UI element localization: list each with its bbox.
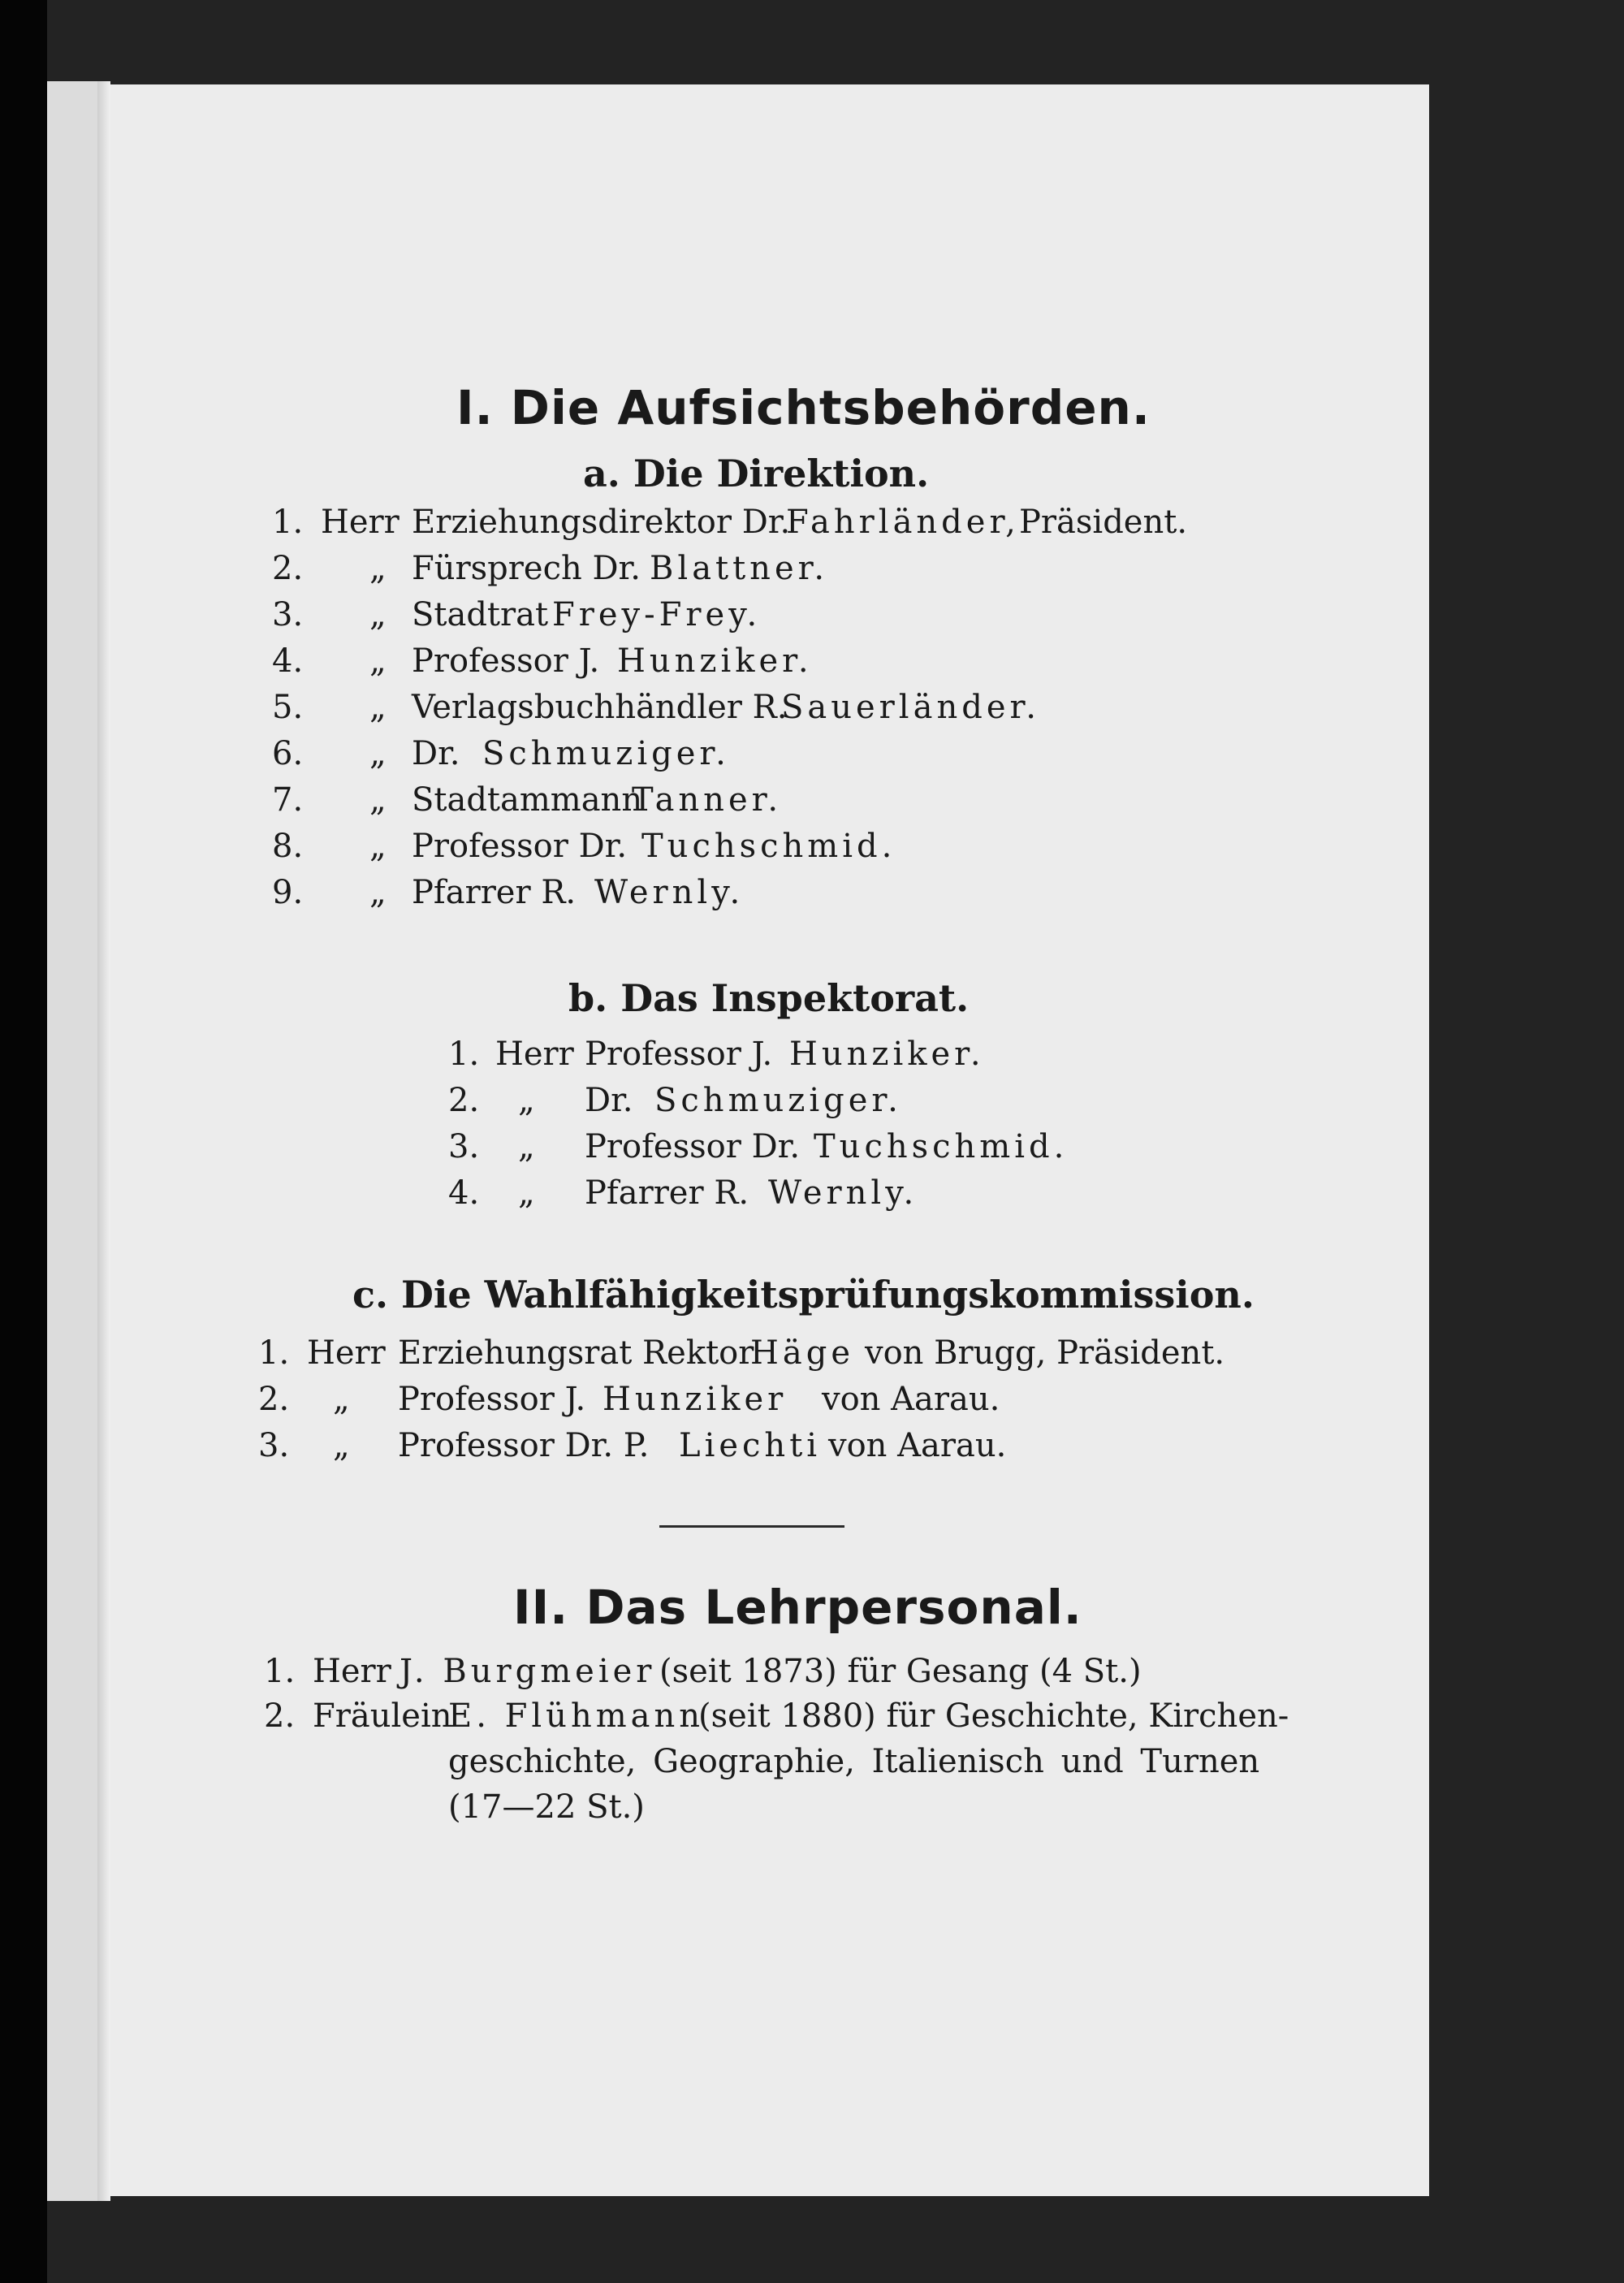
direktion-item-name: Hunziker. — [617, 642, 813, 680]
inspektorat-item-title: „ — [518, 1174, 535, 1212]
kommission-item-extra: von Aarau. — [822, 1381, 1000, 1418]
kommission-item-num: 3. — [258, 1427, 290, 1464]
inspektorat-item-name: Wernly. — [768, 1174, 918, 1212]
direktion-item-name: Wernly. — [594, 874, 745, 911]
direktion-item-name: Blattner. — [650, 550, 829, 587]
inspektorat-item-name: Schmuziger. — [654, 1082, 902, 1119]
inspektorat-item-role: Professor Dr. — [585, 1128, 801, 1165]
direktion-item-name: Frey-Frey. — [552, 596, 762, 633]
lehrpersonal-item-text: (seit 1873) für Gesang (4 St.) — [659, 1653, 1142, 1690]
inspektorat-item-num: 1. — [448, 1036, 480, 1073]
direktion-item-name: Fahrländer, — [786, 504, 1020, 541]
direktion-item-role: Erziehungsdirektor Dr. — [412, 504, 791, 541]
kommission-heading: c. Die Wahlfähigkeitsprüfungskommission. — [352, 1273, 1255, 1317]
lehrpersonal-item-num: 1. — [264, 1653, 296, 1690]
direktion-item-title: „ — [369, 781, 387, 819]
direktion-item-name: Tanner. — [632, 781, 783, 819]
direktion-item-num: 3. — [272, 596, 304, 633]
lehrpersonal-item-continuation: geschichte, Geographie, Italienisch und Turnen — [448, 1743, 1260, 1780]
lehrpersonal-item-name: E. Flühmann — [448, 1697, 704, 1735]
direktion-item-role: Professor Dr. — [412, 828, 628, 865]
inspektorat-item-num: 4. — [448, 1174, 480, 1212]
direktion-item-name: Sauerländer. — [781, 689, 1040, 726]
direktion-item-title: „ — [369, 735, 387, 772]
lehrpersonal-item-num: 2. — [264, 1697, 296, 1735]
section-1-title: I. Die Aufsichtsbehörden. — [456, 380, 1151, 435]
kommission-item-num: 1. — [258, 1334, 290, 1372]
direktion-item-num: 6. — [272, 735, 304, 772]
lehrpersonal-item-name: J. Burgmeier — [400, 1653, 656, 1690]
direktion-item-title: „ — [369, 874, 387, 911]
book-gutter — [97, 81, 110, 2201]
scanner-edge — [0, 0, 47, 2283]
inspektorat-item-num: 3. — [448, 1128, 480, 1165]
kommission-item-name: Häge — [750, 1334, 855, 1372]
direktion-item-title: „ — [369, 828, 387, 865]
kommission-item-role: Professor Dr. P. — [398, 1427, 650, 1464]
direktion-item-num: 2. — [272, 550, 304, 587]
direktion-item-num: 1. — [272, 504, 304, 541]
direktion-item-role: Professor J. — [412, 642, 600, 680]
direktion-item-title: „ — [369, 689, 387, 726]
direktion-item-title: „ — [369, 596, 387, 633]
lehrpersonal-item-title: Herr — [313, 1653, 391, 1690]
direktion-item-role: Pfarrer R. — [412, 874, 577, 911]
kommission-item-role: Erziehungsrat Rektor — [398, 1334, 754, 1372]
kommission-item-title: „ — [333, 1427, 350, 1464]
kommission-item-extra: von Brugg, Präsident. — [865, 1334, 1225, 1372]
inspektorat-item-role: Professor J. — [585, 1036, 773, 1073]
inspektorat-item-role: Dr. — [585, 1082, 633, 1119]
inspektorat-item-num: 2. — [448, 1082, 480, 1119]
inspektorat-heading: b. Das Inspektorat. — [568, 976, 970, 1020]
direktion-item-num: 7. — [272, 781, 304, 819]
inspektorat-item-title: „ — [518, 1128, 535, 1165]
kommission-item-title: Herr — [307, 1334, 386, 1372]
direktion-item-extra: Präsident. — [1019, 504, 1188, 541]
section-divider — [659, 1525, 844, 1528]
direktion-item-name: Schmuziger. — [482, 735, 730, 772]
direktion-item-num: 5. — [272, 689, 304, 726]
direktion-item-name: Tuchschmid. — [641, 828, 896, 865]
kommission-item-role: Professor J. — [398, 1381, 586, 1418]
kommission-item-title: „ — [333, 1381, 350, 1418]
kommission-item-name: Hunziker — [603, 1381, 788, 1418]
direktion-item-role: Stadtammann — [412, 781, 643, 819]
inspektorat-item-title: „ — [518, 1082, 535, 1119]
direktion-item-num: 9. — [272, 874, 304, 911]
kommission-item-num: 2. — [258, 1381, 290, 1418]
kommission-item-name: Liechti — [679, 1427, 822, 1464]
direktion-heading: a. Die Direktion. — [583, 452, 930, 495]
section-2-title: II. Das Lehrpersonal. — [513, 1580, 1082, 1635]
lehrpersonal-item-title: Fräulein — [313, 1697, 452, 1735]
inspektorat-item-title: Herr — [495, 1036, 574, 1073]
direktion-item-num: 4. — [272, 642, 304, 680]
direktion-item-role: Dr. — [412, 735, 460, 772]
direktion-item-role: Fürsprech Dr. — [412, 550, 641, 587]
direktion-item-role: Stadtrat — [412, 596, 549, 633]
direktion-item-title: „ — [369, 642, 387, 680]
lehrpersonal-item-text: (seit 1880) für Geschichte, Kirchen- — [698, 1697, 1289, 1735]
lehrpersonal-item-continuation: (17—22 St.) — [448, 1788, 645, 1826]
direktion-item-title: „ — [369, 550, 387, 587]
inspektorat-item-name: Tuchschmid. — [814, 1128, 1069, 1165]
direktion-item-role: Verlagsbuchhändler R. — [412, 689, 788, 726]
kommission-item-extra: von Aarau. — [828, 1427, 1007, 1464]
direktion-item-title: Herr — [321, 504, 400, 541]
inspektorat-item-role: Pfarrer R. — [585, 1174, 749, 1212]
inspektorat-item-name: Hunziker. — [789, 1036, 985, 1073]
direktion-item-num: 8. — [272, 828, 304, 865]
